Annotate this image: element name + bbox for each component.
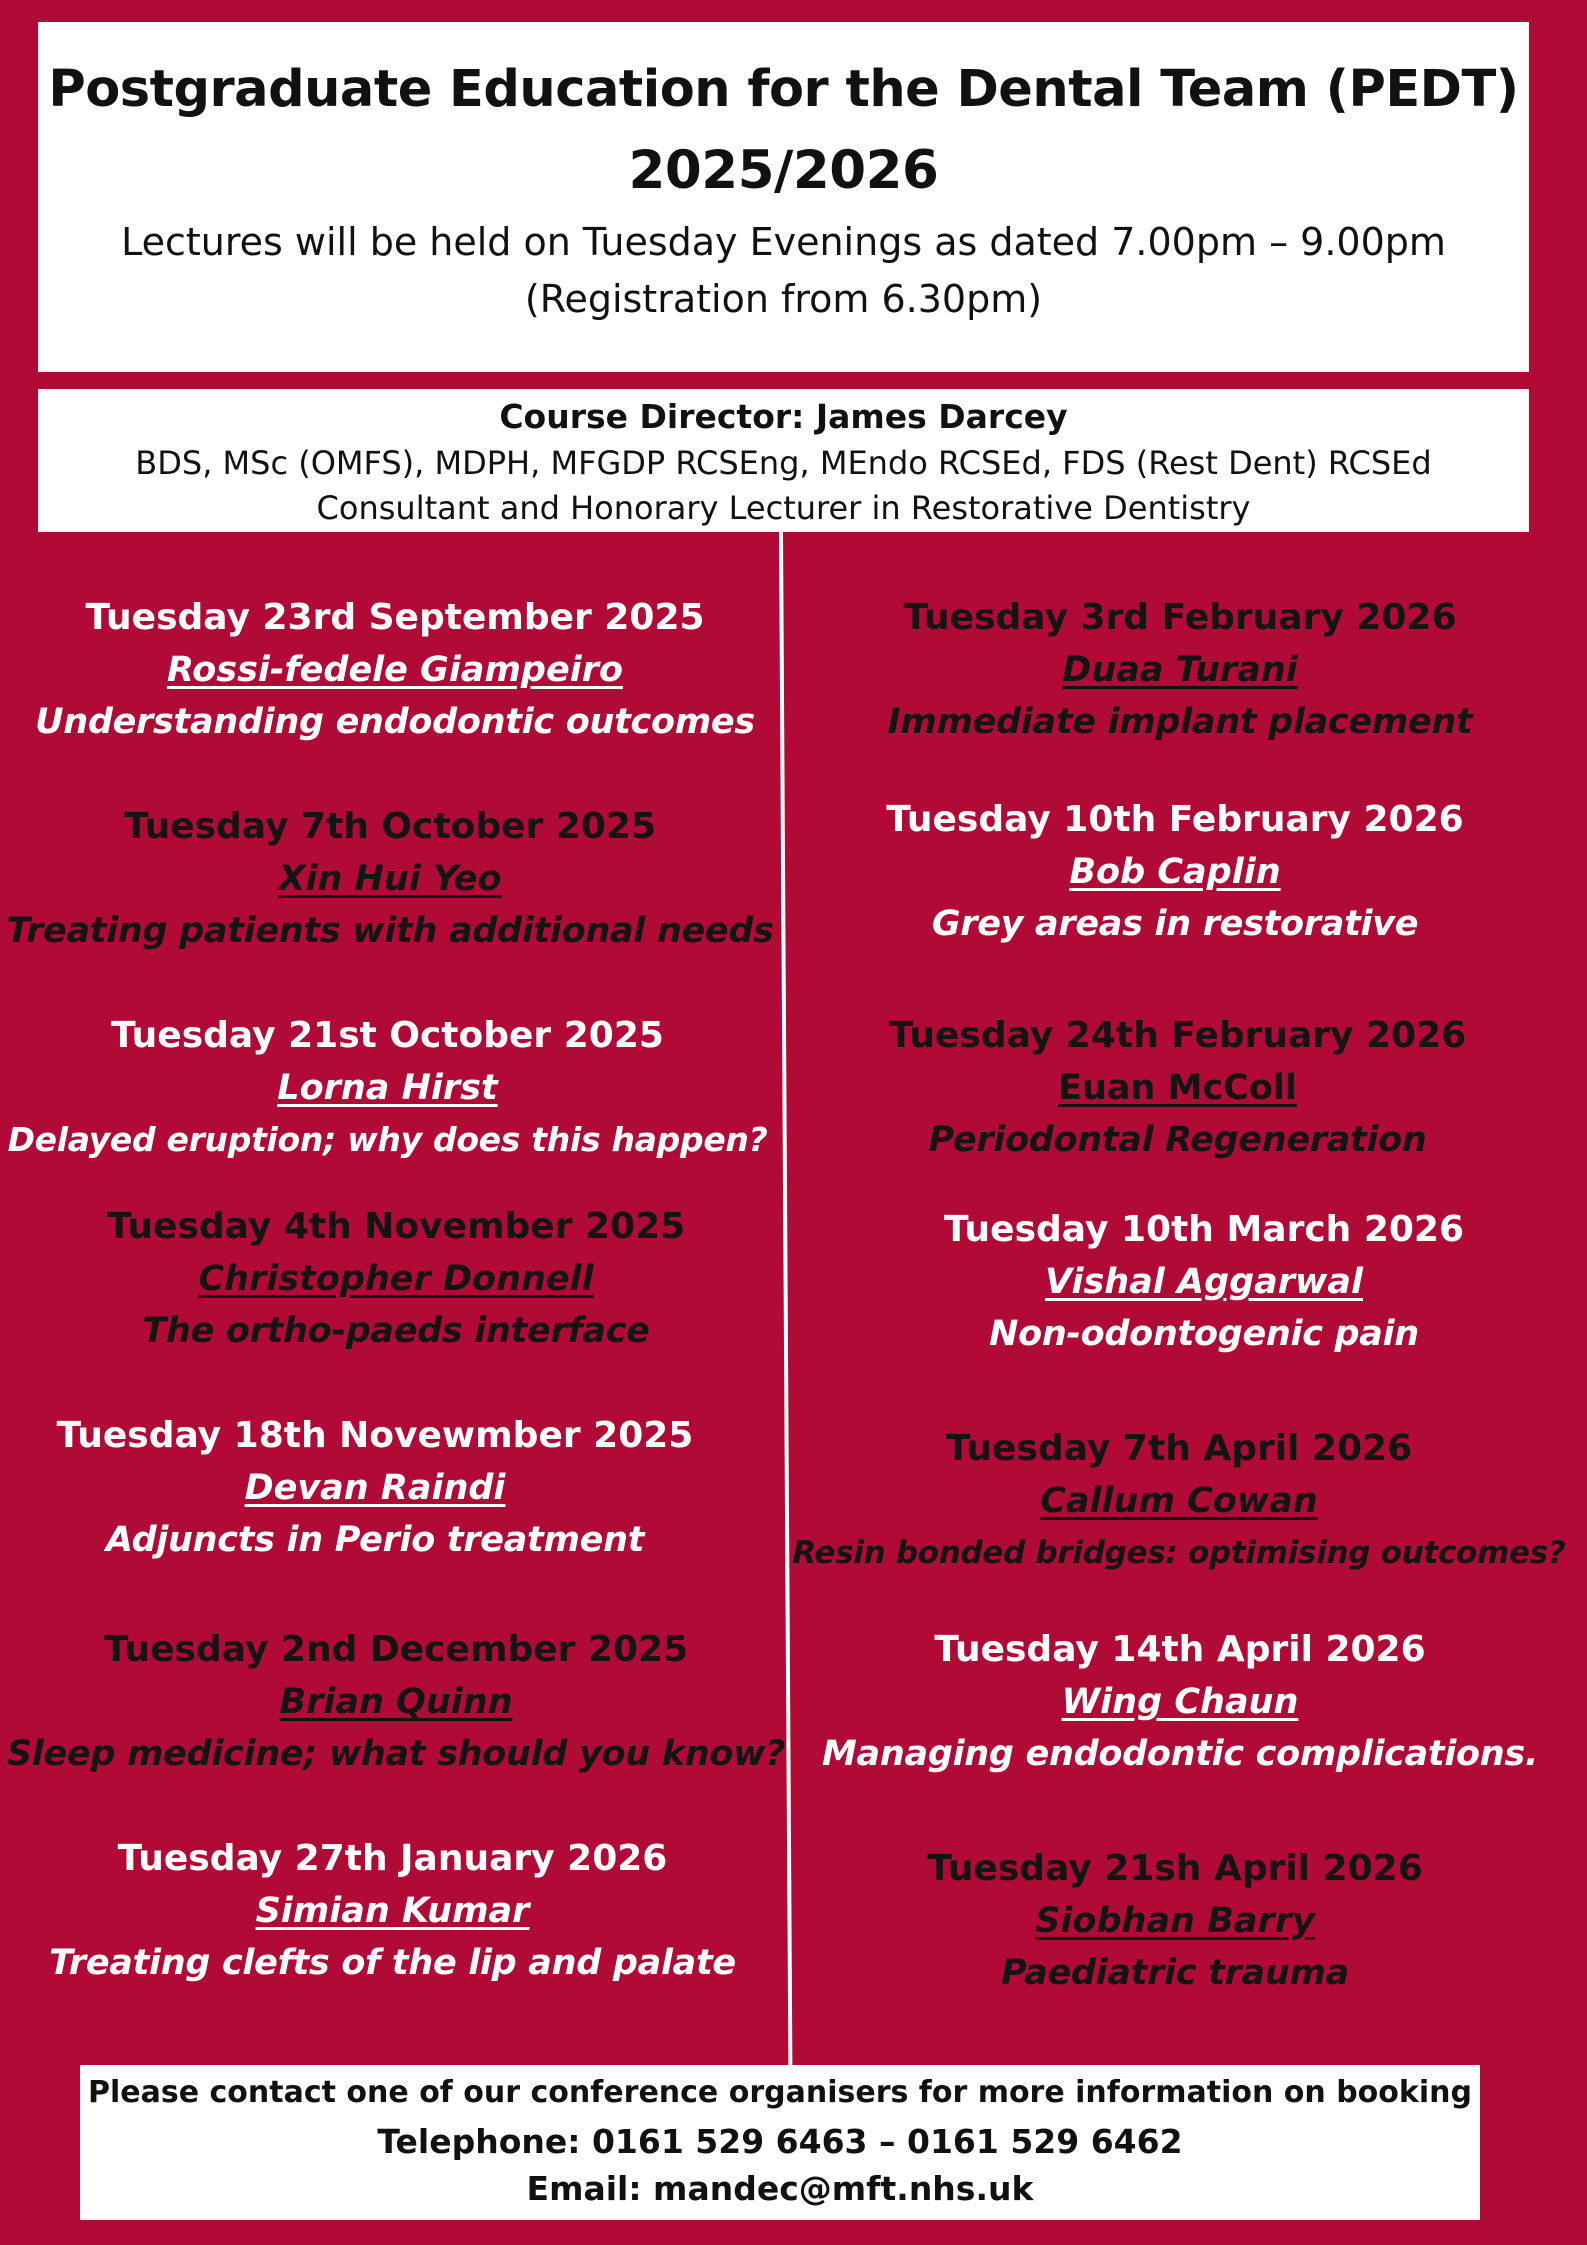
- lecture-speaker: Euan McColl: [1058, 1068, 1297, 1108]
- lecture-date: Tuesday 4th November 2025: [106, 1206, 686, 1247]
- lecture-topic: Treating clefts of the lip and palate: [49, 1943, 736, 1983]
- lecture-topic: Resin bonded bridges: optimising outcomes?: [792, 1535, 1566, 1571]
- lecture-speaker: Brian Quinn: [279, 1682, 513, 1722]
- lecture-topic: Grey areas in restorative: [931, 904, 1419, 944]
- lecture-date: Tuesday 24th February 2026: [888, 1015, 1467, 1056]
- lecture-speaker: Christopher Donnell: [198, 1259, 594, 1299]
- lecture-entry: [0, 801, 780, 957]
- lecture-entry: [800, 1010, 1555, 1166]
- lecture-entry: [0, 1624, 792, 1780]
- lecture-speaker: Lorna Hirst: [277, 1068, 498, 1108]
- lecture-entry: [0, 592, 790, 748]
- contact-panel: [80, 2065, 1480, 2220]
- lecture-entry: [800, 1624, 1560, 1780]
- booking-info: Please contact one of our conference organisers for more information on booking: [88, 2075, 1472, 2110]
- lecture-date: Tuesday 23rd September 2025: [85, 597, 705, 638]
- lecture-speaker: Callum Cowan: [1040, 1481, 1318, 1521]
- lecture-entry: [0, 1201, 792, 1357]
- lecture-topic: The ortho-paeds interface: [142, 1311, 650, 1351]
- lecture-date: Tuesday 7th April 2026: [945, 1428, 1413, 1469]
- academic-year: 2025/2026: [628, 140, 939, 201]
- lecture-speaker: Simian Kumar: [255, 1891, 530, 1931]
- lecture-speaker: Duaa Turani: [1062, 650, 1298, 690]
- lecture-speaker: Xin Hui Yeo: [278, 859, 502, 899]
- lecture-topic: Delayed eruption; why does this happen?: [7, 1120, 768, 1159]
- course-director-title: Course Director: James Darcey: [499, 397, 1068, 436]
- lecture-entry: [800, 1204, 1587, 1360]
- lecture-speaker: Wing Chaun: [1061, 1682, 1299, 1722]
- lecture-entry: [800, 794, 1550, 950]
- lecture-topic: Treating patients with additional needs: [6, 911, 774, 951]
- lecture-topic: Managing endodontic complications.: [822, 1734, 1538, 1774]
- contact-email[interactable]: Email: mandec@mft.nhs.uk: [526, 2169, 1034, 2208]
- lecture-entry: [800, 592, 1560, 748]
- page-title: Postgraduate Education for the Dental Team (PEDT): [48, 60, 1519, 119]
- lecture-date: Tuesday 10th March 2026: [943, 1209, 1465, 1250]
- lecture-entry: [0, 1010, 775, 1166]
- lecture-entry: [0, 1833, 785, 1989]
- lecture-date: Tuesday 10th February 2026: [886, 799, 1464, 840]
- lecture-topic: Understanding endodontic outcomes: [35, 702, 755, 742]
- lecture-topic: Periodontal Regeneration: [928, 1120, 1427, 1160]
- lecture-date: Tuesday 7th October 2025: [123, 806, 656, 847]
- lecture-speaker: Bob Caplin: [1069, 852, 1281, 892]
- lecture-speaker: Rossi-fedele Giampeiro: [166, 650, 624, 690]
- lecture-speaker: Devan Raindi: [244, 1468, 506, 1508]
- lecture-date: Tuesday 2nd December 2025: [103, 1629, 689, 1670]
- lecture-date: Tuesday 18th Novewmber 2025: [56, 1415, 694, 1456]
- lecture-topic: Immediate implant placement: [887, 702, 1473, 742]
- director-qualifications: BDS, MSc (OMFS), MDPH, MFGDP RCSEng, MEndo RCSEd, FDS (Rest Dent) RCSEd: [135, 444, 1432, 482]
- lecture-times: Lectures will be held on Tuesday Evenings as dated 7.00pm – 9.00pm: [121, 220, 1446, 264]
- lecture-topic: Paediatric trauma: [1001, 1953, 1349, 1993]
- registration-time: (Registration from 6.30pm): [524, 277, 1043, 321]
- telephone-numbers: Telephone: 0161 529 6463 – 0161 529 6462: [377, 2122, 1183, 2161]
- header-panel: [38, 22, 1529, 372]
- lecture-topic: Sleep medicine; what should you know?: [6, 1734, 786, 1774]
- lecture-speaker: Vishal Aggarwal: [1044, 1262, 1364, 1302]
- lecture-entry: [0, 1410, 750, 1566]
- director-role: Consultant and Honorary Lecturer in Restorative Dentistry: [316, 489, 1251, 527]
- lecture-date: Tuesday 21sh April 2026: [927, 1848, 1423, 1889]
- lecture-date: Tuesday 27th January 2026: [117, 1838, 668, 1879]
- course-director-panel: [38, 389, 1529, 532]
- lecture-speaker: Siobhan Barry: [1035, 1901, 1315, 1941]
- lecture-topic: Adjuncts in Perio treatment: [105, 1520, 645, 1560]
- lecture-date: Tuesday 14th April 2026: [934, 1629, 1426, 1670]
- lecture-topic: Non-odontogenic pain: [989, 1314, 1419, 1354]
- lecture-date: Tuesday 3rd February 2026: [903, 597, 1457, 638]
- lecture-entry: [786, 1423, 1572, 1579]
- lecture-entry: [800, 1843, 1550, 1999]
- lecture-date: Tuesday 21st October 2025: [111, 1015, 664, 1056]
